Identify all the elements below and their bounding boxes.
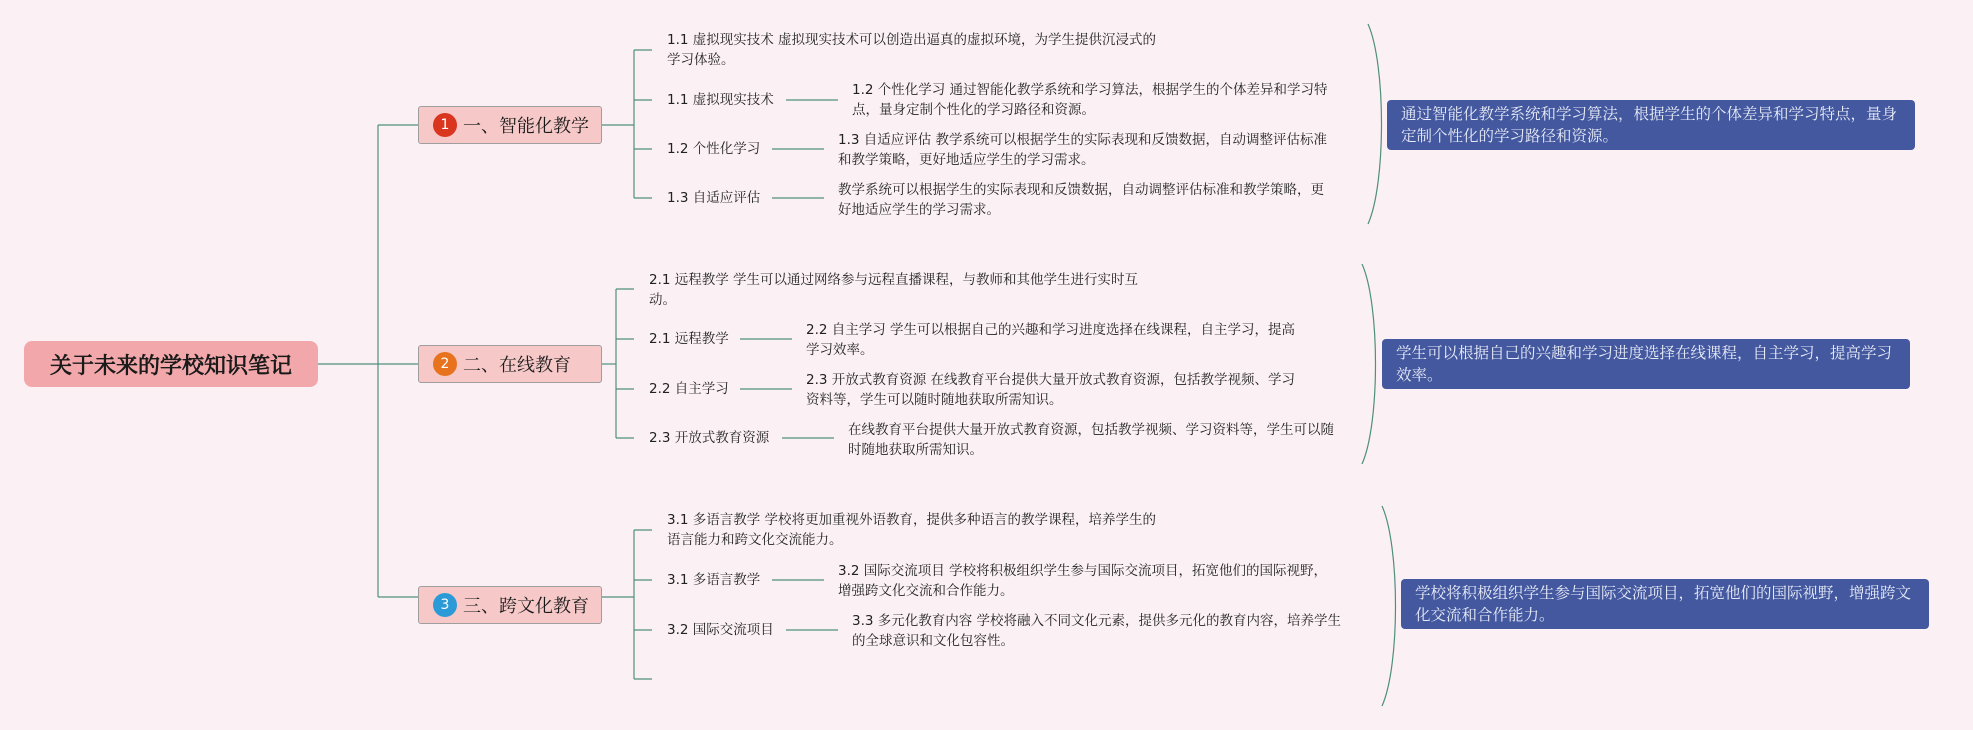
- topic-2-3[interactable]: 2.3 开放式教育资源: [649, 430, 770, 446]
- branch-label: 一、智能化教学: [463, 116, 589, 137]
- branch-label: 三、跨文化教育: [463, 596, 589, 617]
- detail-2-2[interactable]: 2.2 自主学习 学生可以根据自己的兴趣和学习进度选择在线课程，自主学习，提高学习效率。: [806, 322, 1296, 358]
- detail-3-3[interactable]: 3.3 多元化教育内容 学校将融入不同文化元素，提供多元化的教育内容，培养学生的全球意识和文化包容性。: [852, 613, 1342, 649]
- topic-3-1[interactable]: 3.1 多语言教学: [667, 572, 761, 588]
- detail-2-3[interactable]: 2.3 开放式教育资源 在线教育平台提供大量开放式教育资源，包括教学视频、学习资料等，学生可以随时随地获取所需知识。: [806, 372, 1296, 408]
- detail-1-3[interactable]: 1.3 自适应评估 教学系统可以根据学生的实际表现和反馈数据，自动调整评估标准和教学策略，更好地适应学生的学习需求。: [838, 132, 1328, 168]
- detail-1-3-description[interactable]: 教学系统可以根据学生的实际表现和反馈数据，自动调整评估标准和教学策略，更好地适应学生的学习需求。: [838, 182, 1324, 218]
- topic-2-2[interactable]: 2.2 自主学习: [649, 381, 729, 397]
- detail-3-2[interactable]: 3.2 国际交流项目 学校将积极组织学生参与国际交流项目，拓宽他们的国际视野，增强跨文化交流和合作能力。: [838, 563, 1328, 599]
- summary-1[interactable]: 通过智能化教学系统和学习算法，根据学生的个体差异和学习特点，量身定制个性化的学习路径和资源。: [1387, 100, 1915, 150]
- branch-intelligent-teaching[interactable]: [418, 106, 602, 144]
- bracket-b1: [1368, 24, 1382, 224]
- bracket-b2: [1362, 264, 1376, 464]
- detail-1-2[interactable]: 1.2 个性化学习 通过智能化教学系统和学习算法，根据学生的个体差异和学习特点，量身定制个性化的学习路径和资源。: [852, 82, 1328, 118]
- summary-3[interactable]: 学校将积极组织学生参与国际交流项目，拓宽他们的国际视野，增强跨文化交流和合作能力。: [1401, 579, 1929, 629]
- topic-1-1[interactable]: 1.1 虚拟现实技术: [667, 92, 774, 108]
- number-badge: 2: [433, 352, 457, 376]
- topic-1-1-description[interactable]: 1.1 虚拟现实技术 虚拟现实技术可以创造出逼真的虚拟环境，为学生提供沉浸式的学习体验。: [667, 32, 1157, 68]
- topic-1-2[interactable]: 1.2 个性化学习: [667, 141, 761, 157]
- topic-1-3[interactable]: 1.3 自适应评估: [667, 190, 761, 206]
- topic-2-1[interactable]: 2.1 远程教学: [649, 331, 729, 347]
- root-topic[interactable]: 关于未来的学校知识笔记: [24, 341, 318, 387]
- branch-online-education[interactable]: [418, 345, 602, 383]
- branch-label: 二、在线教育: [463, 355, 571, 376]
- topic-3-2[interactable]: 3.2 国际交流项目: [667, 622, 774, 638]
- topic-2-1-description[interactable]: 2.1 远程教学 学生可以通过网络参与远程直播课程，与教师和其他学生进行实时互动。: [649, 272, 1139, 308]
- topic-3-1-description[interactable]: 3.1 多语言教学 学校将更加重视外语教育，提供多种语言的教学课程，培养学生的语言能力和跨文化交流能力。: [667, 512, 1157, 548]
- number-badge: 1: [433, 113, 457, 137]
- branch-cross-cultural-education[interactable]: [418, 586, 602, 624]
- number-badge: 3: [433, 593, 457, 617]
- detail-2-3-description[interactable]: 在线教育平台提供大量开放式教育资源，包括教学视频、学习资料等，学生可以随时随地获取所需知识。: [848, 422, 1334, 458]
- summary-2[interactable]: 学生可以根据自己的兴趣和学习进度选择在线课程，自主学习，提高学习效率。: [1382, 339, 1910, 389]
- bracket-b3: [1382, 506, 1396, 706]
